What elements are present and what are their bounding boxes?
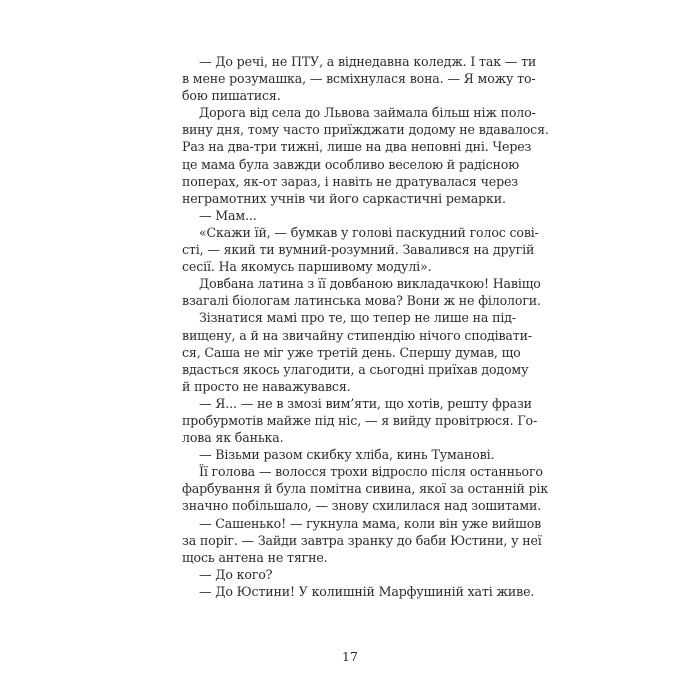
- text-line: — До речі, не ПТУ, а віднедавна коледж. І так — ти: [199, 54, 537, 69]
- text-line: Раз на два-три тижні, лише на два неповні дні. Через: [182, 139, 532, 155]
- text-line: сті, — який ти вумний-розумний. Завалився на другій: [182, 242, 535, 258]
- text-line: Довбана латина з її довбаною викладачкою! Навіщо: [199, 276, 541, 292]
- text-line: неграмотних учнів чи його саркастичні ремарки.: [182, 190, 506, 206]
- text-line: — Я... — не в змозі вим’яти, що хотів, решту фрази: [199, 395, 532, 411]
- text-line: й просто не наважувався.: [182, 378, 351, 394]
- text-line: ся, Саша не міг уже третій день. Спершу думав, що: [182, 344, 521, 360]
- text-line: «Скажи їй, — бумкав у голові паскудний голос сові-: [199, 224, 539, 240]
- text-line: вдасться якось улагодити, а сьогодні приїхав додому: [182, 361, 529, 377]
- text-line: — До Юстини! У колишній Марфушиній хаті живе.: [199, 583, 535, 599]
- text-line: Зізнатися мамі про те, що тепер не лише на під-: [199, 310, 516, 326]
- page-number: 17: [342, 649, 358, 664]
- text-line: вину дня, тому часто приїжджати додому не вдавалося.: [182, 122, 549, 138]
- text-line: щось антена не тягне.: [182, 549, 328, 565]
- text-line: — Мам...: [199, 207, 257, 223]
- text-line: це мама була завжди особливо веселою й радісною: [182, 156, 520, 172]
- text-line: лова як банька.: [182, 430, 284, 446]
- text-line: фарбування й була помітна сивина, якої за останній рік: [182, 481, 549, 497]
- text-line: — Візьми разом скибку хліба, кинь Туманові.: [199, 447, 495, 463]
- text-line: Дорога від села до Львова займала більш ніж поло-: [199, 105, 536, 121]
- text-line: в мене розумашка, — всміхнулася вона. — Я можу то-: [182, 71, 536, 87]
- text-line: — До кого?: [199, 566, 273, 582]
- text-line: Її голова — волосся трохи відросло після останнього: [199, 464, 543, 480]
- text-line: — Сашенько! — гукнула мама, коли він уже вийшов: [199, 515, 542, 531]
- text-line: за поріг. — Зайди завтра зранку до баби Юстини, у неї: [182, 532, 542, 548]
- text-line: поперах, як-от зараз, і навіть не дратувалася через: [182, 173, 518, 189]
- text-line: бою пишатися.: [182, 88, 281, 104]
- text-line: сесії. На якомусь паршивому модулі».: [182, 259, 432, 275]
- text-line: значно побільшало, — знову схилилася над зошитами.: [182, 498, 542, 514]
- text-line: взагалі біологам латинська мова? Вони ж не філологи.: [182, 293, 541, 309]
- book-page-body: [182, 53, 549, 600]
- text-line: пробурмотів майже під ніс, — я вийду провітрюся. Го-: [182, 412, 538, 428]
- text-line: вищену, а й на звичайну стипендію нічого сподівати-: [182, 327, 532, 343]
